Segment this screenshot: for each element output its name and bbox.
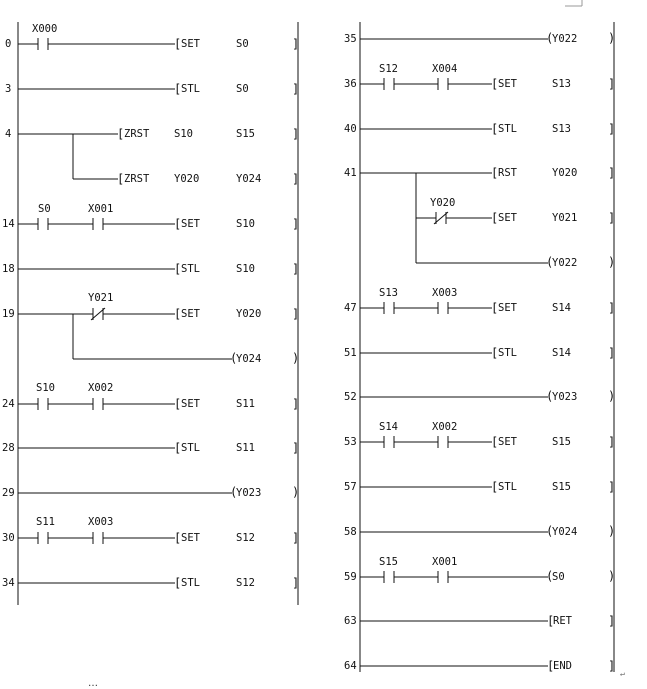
svg-text:]: ] (608, 435, 616, 449)
svg-text:END: END (553, 660, 572, 672)
instruction-block (491, 77, 615, 91)
instruction-block (174, 441, 299, 455)
output-coil (546, 31, 615, 45)
svg-text:RST: RST (498, 167, 517, 179)
instruction-block (174, 82, 299, 96)
svg-text:SET: SET (498, 212, 517, 224)
rung-53 (360, 436, 492, 448)
svg-text:[: [ (174, 531, 182, 545)
svg-text:[: [ (174, 262, 182, 276)
instruction-block (491, 211, 615, 225)
svg-text:(: ( (230, 485, 238, 499)
contact-label: S11 (36, 516, 55, 528)
svg-text:]: ] (292, 82, 300, 96)
svg-text:ZRST: ZRST (124, 128, 150, 140)
svg-text:S15: S15 (552, 481, 571, 493)
contact-label: X001 (88, 203, 114, 215)
step-number: 41 (344, 167, 357, 179)
svg-text:S10: S10 (174, 128, 193, 140)
svg-text:(: ( (546, 31, 554, 45)
svg-text:[: [ (491, 301, 499, 315)
step-number: 34 (2, 577, 15, 589)
contact-label: S14 (379, 421, 398, 433)
svg-text:): ) (608, 389, 616, 403)
svg-text:Y022: Y022 (552, 33, 578, 45)
instruction-block (174, 531, 299, 545)
svg-text:(: ( (546, 255, 554, 269)
contact-label: X003 (88, 516, 114, 528)
rung-24 (18, 398, 175, 410)
svg-text:S15: S15 (552, 436, 571, 448)
svg-text:(: ( (546, 569, 554, 583)
instruction-block (491, 435, 615, 449)
contact-label: S15 (379, 556, 398, 568)
svg-text:]: ] (608, 614, 616, 628)
svg-text:Y020: Y020 (174, 173, 200, 185)
svg-text:[: [ (174, 37, 182, 51)
instruction-block (117, 172, 299, 186)
step-number: 30 (2, 532, 15, 544)
svg-text:]: ] (608, 166, 616, 180)
svg-text:[: [ (174, 307, 182, 321)
svg-text:[: [ (174, 82, 182, 96)
step-number: 19 (2, 308, 15, 320)
svg-text:S12: S12 (236, 532, 255, 544)
svg-text:[: [ (491, 122, 499, 136)
svg-text:S0: S0 (552, 571, 565, 583)
return-mark-icon: ↵ (620, 669, 625, 678)
svg-text:Y020: Y020 (552, 167, 578, 179)
rung-36 (360, 78, 492, 90)
rung-41 (360, 173, 548, 263)
contact-label: X002 (432, 421, 458, 433)
step-number: 64 (344, 660, 357, 672)
instruction-block (174, 397, 299, 411)
svg-text:[: [ (547, 659, 555, 673)
svg-text:SET: SET (181, 218, 200, 230)
svg-text:[: [ (491, 166, 499, 180)
svg-text:[: [ (547, 614, 555, 628)
svg-text:): ) (608, 255, 616, 269)
svg-text:]: ] (292, 172, 300, 186)
step-number: 36 (344, 78, 357, 90)
svg-text:[: [ (174, 217, 182, 231)
step-number: 0 (5, 38, 12, 50)
svg-text:[: [ (491, 480, 499, 494)
svg-text:]: ] (608, 346, 616, 360)
svg-text:RET: RET (553, 615, 572, 627)
svg-text:]: ] (292, 37, 300, 51)
svg-text:STL: STL (498, 481, 517, 493)
rung-0 (18, 38, 175, 50)
svg-text:]: ] (292, 576, 300, 590)
svg-text:S13: S13 (552, 123, 571, 135)
output-coil (230, 351, 299, 365)
svg-text:(: ( (230, 351, 238, 365)
instruction-block (491, 301, 615, 315)
svg-text:]: ] (292, 397, 300, 411)
rung-30 (18, 532, 175, 544)
svg-text:(: ( (546, 389, 554, 403)
svg-text:ZRST: ZRST (124, 173, 150, 185)
svg-text:STL: STL (181, 83, 200, 95)
svg-text:SET: SET (181, 38, 200, 50)
svg-text:[: [ (491, 346, 499, 360)
instruction-block (491, 346, 615, 360)
svg-text:STL: STL (181, 263, 200, 275)
step-number: 29 (2, 487, 15, 499)
instruction-block (174, 307, 299, 321)
svg-text:]: ] (292, 307, 300, 321)
step-number: 47 (344, 302, 357, 314)
instruction-block (117, 127, 299, 141)
svg-text:SET: SET (181, 398, 200, 410)
svg-text:S10: S10 (236, 263, 255, 275)
instruction-block (491, 480, 615, 494)
svg-text:STL: STL (181, 577, 200, 589)
svg-text:S0: S0 (236, 83, 249, 95)
step-number: 18 (2, 263, 15, 275)
svg-text:SET: SET (498, 436, 517, 448)
step-number: 24 (2, 398, 15, 410)
contact-label: S13 (379, 287, 398, 299)
svg-text:): ) (608, 569, 616, 583)
svg-text:]: ] (608, 659, 616, 673)
svg-text:]: ] (292, 441, 300, 455)
rung-4 (18, 134, 118, 179)
step-number: 53 (344, 436, 357, 448)
contact-label: Y020 (430, 197, 456, 209)
svg-text:): ) (292, 485, 300, 499)
svg-text:]: ] (608, 480, 616, 494)
svg-text:SET: SET (498, 302, 517, 314)
svg-text:]: ] (292, 262, 300, 276)
svg-text:[: [ (174, 441, 182, 455)
svg-text:S11: S11 (236, 398, 255, 410)
svg-text:Y024: Y024 (236, 353, 262, 365)
svg-text:[: [ (491, 77, 499, 91)
contact-label: S12 (379, 63, 398, 75)
svg-text:SET: SET (181, 308, 200, 320)
svg-text:S13: S13 (552, 78, 571, 90)
output-coil (546, 569, 615, 583)
step-number: 57 (344, 481, 357, 493)
step-number: 14 (2, 218, 15, 230)
rung-47 (360, 302, 492, 314)
contact-label: X001 (432, 556, 458, 568)
svg-text:S11: S11 (236, 442, 255, 454)
contact-label: Y021 (88, 292, 114, 304)
svg-text:Y024: Y024 (552, 526, 578, 538)
step-number: 52 (344, 391, 357, 403)
svg-text:]: ] (292, 531, 300, 545)
svg-text:STL: STL (181, 442, 200, 454)
svg-text:]: ] (292, 217, 300, 231)
svg-text:[: [ (117, 127, 125, 141)
svg-text:S15: S15 (236, 128, 255, 140)
svg-text:S14: S14 (552, 347, 571, 359)
contact-label: X000 (32, 23, 58, 35)
instruction-block (491, 122, 615, 136)
contact-label: X003 (432, 287, 458, 299)
svg-text:Y024: Y024 (236, 173, 262, 185)
svg-text:STL: STL (498, 123, 517, 135)
svg-text:Y023: Y023 (552, 391, 578, 403)
step-number: 51 (344, 347, 357, 359)
output-coil (546, 524, 615, 538)
step-number: 63 (344, 615, 357, 627)
step-number: 28 (2, 442, 15, 454)
svg-text:[: [ (117, 172, 125, 186)
svg-text:S0: S0 (236, 38, 249, 50)
svg-text:]: ] (608, 122, 616, 136)
instruction-block (547, 659, 615, 673)
contact-label: X004 (432, 63, 458, 75)
footnote-text: … (88, 678, 98, 689)
svg-text:]: ] (608, 301, 616, 315)
svg-text:Y020: Y020 (236, 308, 262, 320)
svg-text:): ) (608, 524, 616, 538)
instruction-block (491, 166, 615, 180)
instruction-block (547, 614, 615, 628)
svg-text:SET: SET (498, 78, 517, 90)
step-number: 3 (5, 83, 12, 95)
rung-14 (18, 218, 175, 230)
output-coil (230, 485, 299, 499)
output-coil (546, 389, 615, 403)
step-number: 35 (344, 33, 357, 45)
svg-text:Y022: Y022 (552, 257, 578, 269)
svg-text:Y023: Y023 (236, 487, 262, 499)
svg-text:]: ] (292, 127, 300, 141)
step-number: 59 (344, 571, 357, 583)
rung-59 (360, 571, 548, 583)
svg-text:[: [ (491, 211, 499, 225)
svg-text:): ) (292, 351, 300, 365)
step-number: 40 (344, 123, 357, 135)
step-number: 58 (344, 526, 357, 538)
contact-label: S0 (38, 203, 51, 215)
contact-label: S10 (36, 382, 55, 394)
contact-label: X002 (88, 382, 114, 394)
output-coil (546, 255, 615, 269)
svg-text:SET: SET (181, 532, 200, 544)
svg-text:(: ( (546, 524, 554, 538)
svg-text:[: [ (491, 435, 499, 449)
instruction-block (174, 37, 299, 51)
instruction-block (174, 576, 299, 590)
svg-text:Y021: Y021 (552, 212, 578, 224)
svg-text:S10: S10 (236, 218, 255, 230)
step-number: 4 (5, 128, 12, 140)
svg-text:]: ] (608, 211, 616, 225)
svg-text:S12: S12 (236, 577, 255, 589)
instruction-block (174, 217, 299, 231)
svg-text:[: [ (174, 397, 182, 411)
instruction-block (174, 262, 299, 276)
svg-text:): ) (608, 31, 616, 45)
svg-text:[: [ (174, 576, 182, 590)
svg-text:STL: STL (498, 347, 517, 359)
svg-text:S14: S14 (552, 302, 571, 314)
svg-text:]: ] (608, 77, 616, 91)
